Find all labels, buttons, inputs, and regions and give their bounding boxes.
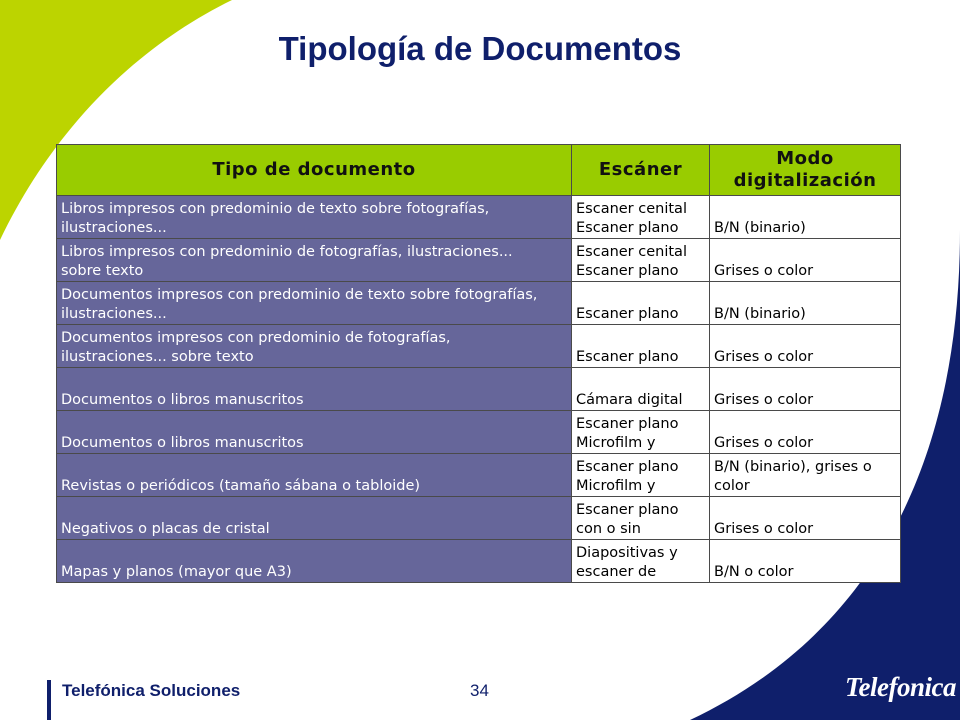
cell-line: digitalización xyxy=(733,170,877,191)
cell-tipo xyxy=(57,196,572,239)
cell-escaner xyxy=(572,497,710,540)
cell-tipo: Revistas o periódicos (tamaño sábana o tabloide) xyxy=(57,454,572,497)
table-row xyxy=(57,196,901,239)
cell-modo: Grises o color xyxy=(710,325,901,368)
cell-tipo: Documentos o libros manuscritos xyxy=(57,411,572,454)
table-row xyxy=(57,454,901,497)
table-row xyxy=(57,497,901,540)
cell-escaner xyxy=(572,196,710,239)
table-row xyxy=(57,411,901,454)
cell-tipo: Negativos o placas de cristal xyxy=(57,497,572,540)
table-row xyxy=(57,368,901,411)
footer-company: Telefónica Soluciones xyxy=(62,681,241,700)
cell-line: B/N (binario), grises o xyxy=(714,459,872,475)
cell-escaner: Escaner plano xyxy=(572,325,710,368)
cell-modo xyxy=(710,454,901,497)
table-row xyxy=(57,239,901,282)
cell-modo: B/N (binario) xyxy=(710,196,901,239)
header-tipo-documento: Tipo de documento xyxy=(57,145,572,196)
cell-line: Microfilm y xyxy=(576,478,656,494)
cell-escaner: Cámara digital xyxy=(572,368,710,411)
cell-modo: B/N (binario) xyxy=(710,282,901,325)
cell-line: Microfilm y xyxy=(576,435,656,451)
cell-line: Libros impresos con predominio de fotografías, ilustraciones... xyxy=(61,244,513,260)
cell-tipo: Documentos o libros manuscritos xyxy=(57,368,572,411)
cell-escaner xyxy=(572,239,710,282)
cell-escaner xyxy=(572,454,710,497)
cell-line: Documentos impresos con predominio de fotografías, xyxy=(61,330,451,346)
slide-title: Tipología de Documentos xyxy=(278,30,682,67)
cell-line: Escaner cenital xyxy=(576,244,687,260)
cell-modo: Grises o color xyxy=(710,239,901,282)
table-row xyxy=(57,282,901,325)
cell-line: Documentos impresos con predominio de texto sobre fotografías, xyxy=(61,287,538,303)
cell-line: color xyxy=(714,478,750,494)
cell-line: escaner de xyxy=(576,564,657,580)
cell-escaner xyxy=(572,540,710,583)
page-number: 34 xyxy=(470,681,489,700)
cell-line: Escaner cenital xyxy=(576,201,687,217)
document-type-table xyxy=(56,144,901,583)
cell-line: Modo xyxy=(776,148,834,169)
cell-line: Escaner plano xyxy=(576,220,679,236)
cell-modo: Grises o color xyxy=(710,497,901,540)
table-row xyxy=(57,325,901,368)
cell-escaner: Escaner plano xyxy=(572,282,710,325)
cell-tipo xyxy=(57,325,572,368)
header-row xyxy=(57,145,901,196)
cell-line: sobre texto xyxy=(61,263,144,279)
telefonica-logo: Telefonica xyxy=(845,672,956,702)
cell-line: ilustraciones... xyxy=(61,306,167,322)
cell-escaner xyxy=(572,411,710,454)
cell-line: Escaner plano xyxy=(576,263,679,279)
cell-modo: Grises o color xyxy=(710,411,901,454)
cell-line: ilustraciones... xyxy=(61,220,167,236)
cell-line: Diapositivas y xyxy=(576,545,678,561)
cell-line: Escaner plano xyxy=(576,502,679,518)
cell-tipo xyxy=(57,239,572,282)
table-row xyxy=(57,540,901,583)
cell-modo: B/N o color xyxy=(710,540,901,583)
cell-line: ilustraciones... sobre texto xyxy=(61,349,254,365)
cell-line: con o sin xyxy=(576,521,641,537)
cell-tipo xyxy=(57,282,572,325)
cell-tipo: Mapas y planos (mayor que A3) xyxy=(57,540,572,583)
cell-line: Escaner plano xyxy=(576,459,679,475)
header-modo-digitalizacion xyxy=(710,145,901,196)
cell-line: Escaner plano xyxy=(576,416,679,432)
cell-modo: Grises o color xyxy=(710,368,901,411)
footer-accent-bar xyxy=(47,680,51,720)
header-escaner: Escáner xyxy=(572,145,710,196)
cell-line: Libros impresos con predominio de texto sobre fotografías, xyxy=(61,201,490,217)
